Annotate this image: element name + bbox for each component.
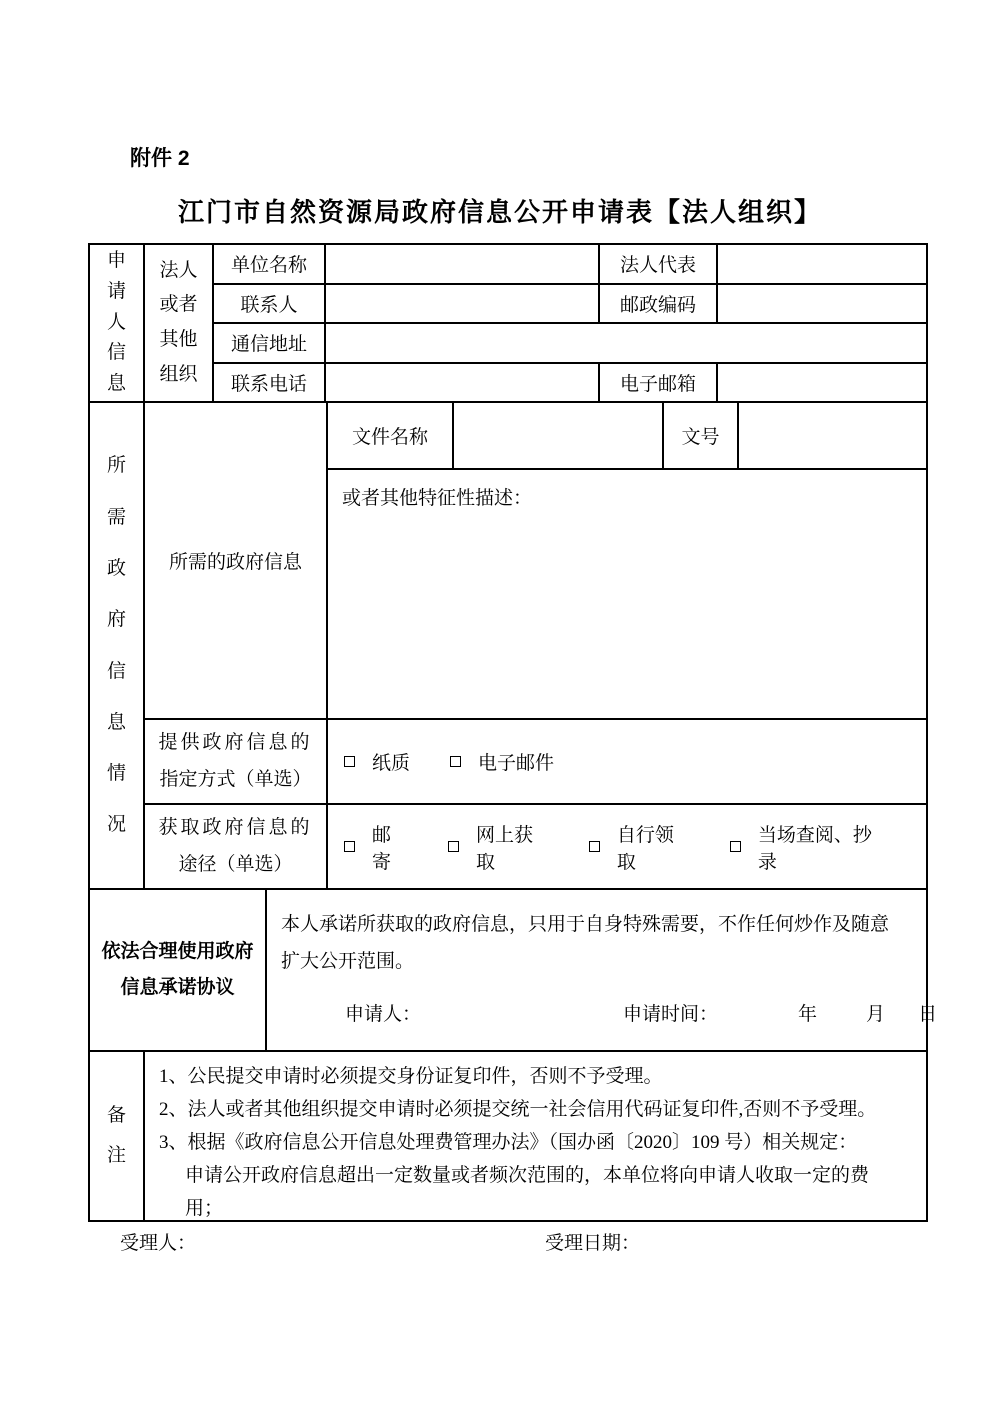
delivery-method-label-line1: 提供政府信息的 [158, 732, 313, 754]
remarks-section-header [90, 1052, 145, 1220]
acceptor-label[interactable]: 受理人： [120, 1233, 197, 1254]
info-label-cell [145, 403, 328, 720]
applicant-section-header [90, 245, 145, 403]
commitment-label-line1: 依法合理使用政府 [101, 940, 254, 962]
obtain-way-label-line1: 获取政府信息的 [158, 817, 313, 839]
remark-item-3-continued: 申请公开政府信息超出一定数量或者频次范围的，本单位将向申请人收取一定的费用； [185, 1165, 870, 1219]
obtain-option-mail[interactable] [344, 820, 408, 874]
remark-item-3: 3、根据《政府信息公开信息处理费管理办法》（国办函〔2020〕109 号）相关规定： [159, 1132, 858, 1153]
info-detail-grid [328, 403, 926, 720]
applicant-group-label: 法人或者其他组织 [159, 259, 198, 385]
signature-line [281, 999, 938, 1026]
delivery-method-label-line2: 指定方式（单选） [159, 768, 312, 790]
checkbox-icon[interactable] [589, 841, 600, 852]
obtain-way-label-cell [145, 805, 328, 890]
commitment-content-cell [267, 890, 938, 1052]
obtain-options [328, 805, 926, 890]
contact-input[interactable] [326, 285, 600, 325]
phone-label: 联系电话 [214, 364, 326, 404]
commitment-body: 本人承诺所获取的政府信息，只用于自身特殊需要，不作任何炒作及随意扩大公开范围。 [281, 914, 890, 972]
option-label: 自行领取 [616, 824, 674, 873]
contact-label: 联系人 [214, 285, 326, 325]
info-detail-row [145, 403, 926, 720]
obtain-way-label-line2: 途径（单选） [178, 853, 293, 875]
required-info-section-label: 所需政府信息情况 [106, 455, 126, 836]
legal-rep-label: 法人代表 [600, 245, 718, 285]
applicant-section-label: 申请人信息 [106, 250, 126, 395]
legal-rep-input[interactable] [718, 245, 926, 285]
applicant-info-section [90, 245, 926, 403]
delivery-method-row [145, 720, 926, 805]
required-info-section-header [90, 403, 145, 890]
address-input[interactable] [326, 324, 926, 364]
day-label: 日 [918, 1004, 938, 1025]
table-row [214, 324, 926, 364]
commitment-label-line2: 信息承诺协议 [120, 977, 235, 998]
postcode-label: 邮政编码 [600, 285, 718, 325]
obtain-way-row [145, 805, 926, 890]
page-title: 江门市自然资源局政府信息公开申请表【法人组织】 [177, 197, 822, 227]
obtain-option-self-pickup[interactable] [589, 820, 690, 874]
checkbox-icon[interactable] [344, 841, 355, 852]
accept-date-label[interactable]: 受理日期： [545, 1233, 641, 1254]
address-label: 通信地址 [214, 324, 326, 364]
remarks-section-label: 备注 [106, 1105, 126, 1166]
delivery-options [328, 720, 926, 805]
file-name-input[interactable] [454, 403, 664, 470]
commitment-label-cell [90, 890, 267, 1052]
option-label: 电子邮件 [478, 753, 555, 774]
checkbox-icon[interactable] [730, 841, 741, 852]
doc-number-label: 文号 [664, 403, 739, 470]
obtain-option-online[interactable] [448, 820, 549, 874]
info-label: 所需的政府信息 [168, 552, 302, 573]
attachment-label: 附件 2 [130, 147, 190, 170]
unit-name-input[interactable] [326, 245, 600, 285]
unit-name-label: 单位名称 [214, 245, 326, 285]
delivery-method-label-cell [145, 720, 328, 805]
option-label: 当场查阅、抄录 [757, 824, 872, 873]
file-name-row [328, 403, 926, 470]
delivery-option-email[interactable] [450, 748, 554, 775]
option-label: 邮寄 [372, 824, 392, 873]
month-label: 月 [866, 1004, 886, 1025]
email-input[interactable] [718, 364, 926, 404]
delivery-option-paper[interactable] [344, 748, 410, 775]
obtain-option-onsite[interactable] [730, 820, 886, 874]
remarks-section [90, 1052, 926, 1220]
checkbox-icon[interactable] [448, 841, 459, 852]
description-input[interactable] [328, 470, 926, 720]
email-label: 电子邮箱 [600, 364, 718, 404]
checkbox-icon[interactable] [450, 756, 461, 767]
option-label: 纸质 [372, 753, 411, 774]
applicant-fields-grid [214, 245, 926, 403]
application-form-table [88, 243, 938, 1222]
remark-item-1: 1、公民提交申请时必须提交身份证复印件，否则不予受理。 [159, 1066, 663, 1087]
doc-number-input[interactable] [739, 403, 926, 470]
required-info-body [145, 403, 926, 890]
year-label: 年 [798, 1004, 818, 1025]
option-label: 网上获取 [476, 824, 534, 873]
postcode-input[interactable] [718, 285, 926, 325]
remark-item-2: 2、法人或者其他组织提交申请时必须提交统一社会信用代码证复印件,否则不予受理。 [159, 1099, 877, 1120]
remarks-content-cell [145, 1052, 926, 1220]
commitment-section [90, 890, 938, 1052]
description-label: 或者其他特征性描述： [342, 488, 533, 509]
applicant-signature-label[interactable]: 申请人： [345, 1004, 422, 1025]
table-row [214, 364, 926, 404]
table-row [214, 285, 926, 325]
required-info-section [90, 403, 926, 890]
table-row [214, 245, 926, 285]
phone-input[interactable] [326, 364, 600, 404]
applicant-group-header [145, 245, 214, 403]
checkbox-icon[interactable] [344, 756, 355, 767]
file-name-label: 文件名称 [328, 403, 454, 470]
application-time-label[interactable]: 申请时间： [623, 1004, 719, 1025]
